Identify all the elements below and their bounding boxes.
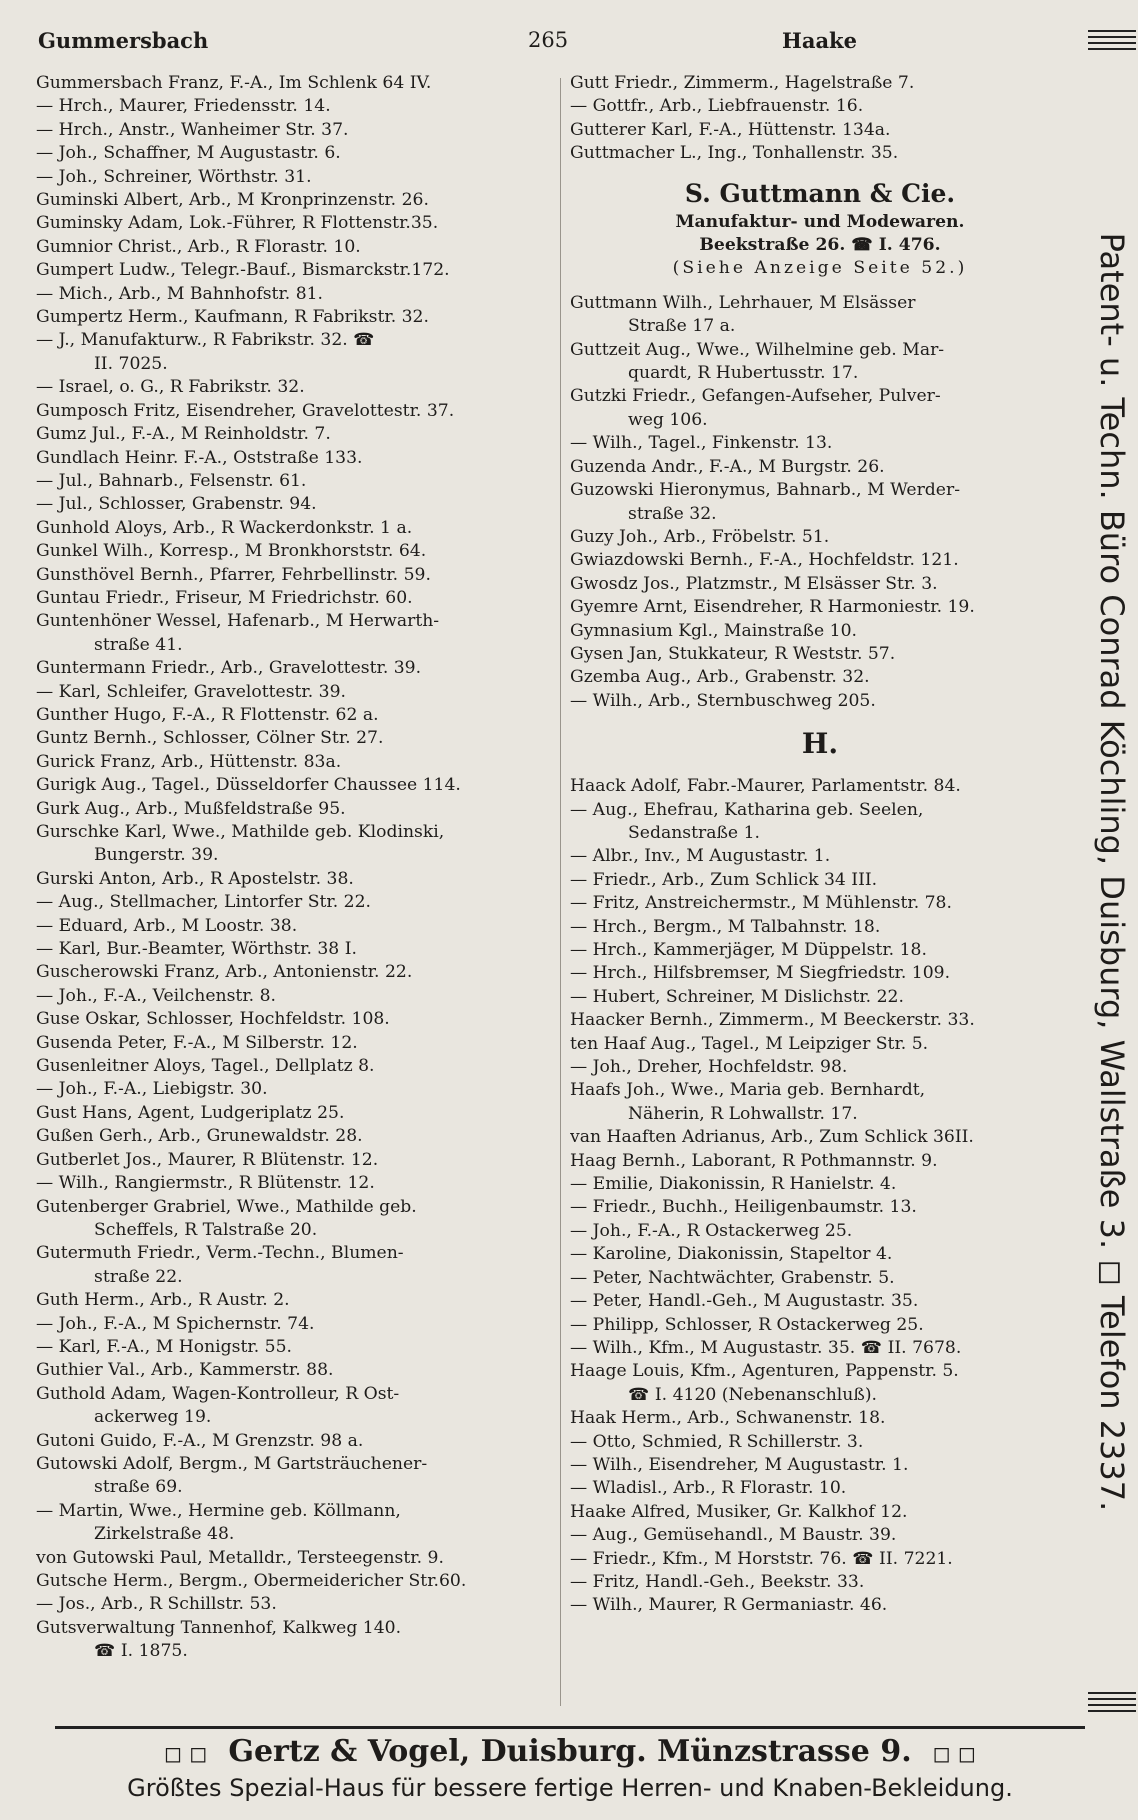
page-number: 265 (528, 28, 569, 52)
directory-entry: Gwosdz Jos., Platzmstr., M Elsässer Str. 3. (570, 573, 938, 594)
side-rule-bottom (1088, 1692, 1136, 1700)
directory-entry: Guthold Adam, Wagen-Kontrolleur, R Ost- (36, 1383, 400, 1404)
directory-entry: Gusenleitner Aloys, Tagel., Dellplatz 8. (36, 1056, 375, 1077)
directory-entry: — Wilh., Eisendreher, M Augustastr. 1. (570, 1454, 909, 1475)
guttmann-note: (Siehe Anzeige Seite 52.) (672, 258, 968, 279)
directory-entry: Guttzeit Aug., Wwe., Wilhelmine geb. Mar- (570, 339, 945, 360)
directory-entry: Guntermann Friedr., Arb., Gravelottestr. 39. (36, 658, 422, 679)
guttmann-name: S. Guttmann & Cie. (684, 178, 956, 208)
directory-entry: Gumnior Christ., Arb., R Florastr. 10. (36, 236, 361, 257)
directory-entry: — Wilh., Tagel., Finkenstr. 13. (570, 433, 833, 454)
directory-entry: — Hrch., Bergm., M Talbahnstr. 18. (570, 916, 881, 937)
directory-entry: ☎ I. 4120 (Nebenanschluß). (628, 1384, 878, 1405)
directory-entry: Guth Herm., Arb., R Austr. 2. (36, 1290, 290, 1311)
directory-entry: — Wilh., Maurer, R Germaniastr. 46. (570, 1595, 888, 1616)
directory-entry: — Peter, Nachtwächter, Grabenstr. 5. (570, 1267, 895, 1288)
directory-entry: Guminsky Adam, Lok.-Führer, R Flottenstr.35. (36, 213, 439, 234)
directory-entry: van Haaften Adrianus, Arb., Zum Schlick 36II. (570, 1127, 974, 1148)
directory-entry: straße 32. (628, 503, 717, 524)
directory-entry: — Karl, Schleifer, Gravelottestr. 39. (36, 681, 347, 702)
side-rule-top (1088, 30, 1136, 38)
directory-entry: — Albr., Inv., M Augustastr. 1. (570, 846, 831, 867)
directory-entry: — Karl, Bur.-Beamter, Wörthstr. 38 I. (36, 939, 357, 960)
directory-entry: Gurk Aug., Arb., Mußfeldstraße 95. (36, 798, 346, 819)
directory-entry: Guthier Val., Arb., Kammerstr. 88. (36, 1360, 334, 1381)
directory-entry: Guscherowski Franz, Arb., Antonienstr. 22. (36, 962, 413, 983)
directory-entry: — Otto, Schmied, R Schillerstr. 3. (570, 1431, 864, 1452)
directory-entry: — Wladisl., Arb., R Florastr. 10. (570, 1478, 847, 1499)
directory-entry: Guntenhöner Wessel, Hafenarb., M Herwarth- (36, 611, 440, 632)
directory-entry: Zirkelstraße 48. (94, 1524, 235, 1545)
directory-entry: ten Haaf Aug., Tagel., M Leipziger Str. 5. (570, 1033, 929, 1054)
directory-entry: Scheffels, R Talstraße 20. (94, 1219, 318, 1240)
directory-entry: Gummersbach Franz, F.-A., Im Schlenk 64 IV. (36, 73, 432, 93)
directory-entry: — Joh., Schaffner, M Augustastr. 6. (36, 143, 341, 164)
directory-entry: — Joh., F.-A., R Ostackerweg 25. (570, 1220, 853, 1241)
directory-entry: — Jul., Bahnarb., Felsenstr. 61. (36, 470, 307, 491)
directory-entry: Guminski Albert, Arb., M Kronprinzenstr. 26. (36, 190, 429, 211)
directory-entry: — Hrch., Maurer, Friedensstr. 14. (36, 96, 331, 117)
directory-entry: — Peter, Handl.-Geh., M Augustastr. 35. (570, 1291, 919, 1312)
bottom-ad-firm: Gertz & Vogel, Duisburg. Münzstrasse 9. (228, 1734, 912, 1769)
directory-entry: Gumposch Fritz, Eisendreher, Gravelottestr. 37. (36, 400, 455, 421)
directory-entry: Näherin, R Lohwallstr. 17. (628, 1103, 858, 1124)
left-column (36, 72, 541, 1664)
directory-entry: Guse Oskar, Schlosser, Hochfeldstr. 108. (36, 1009, 390, 1030)
directory-entry: — Israel, o. G., R Fabrikstr. 32. (36, 377, 305, 398)
directory-entry: Straße 17 a. (628, 316, 736, 337)
right-column (570, 72, 1070, 1618)
bottom-rule (55, 1726, 1085, 1729)
directory-entry: Gurigk Aug., Tagel., Düsseldorfer Chaussee 114. (36, 775, 461, 796)
header-left-word: Gummersbach (38, 28, 209, 53)
directory-entry: Gutzki Friedr., Gefangen-Aufseher, Pulver- (570, 386, 941, 407)
directory-entry: — Philipp, Schlosser, R Ostackerweg 25. (570, 1314, 924, 1335)
directory-entry: ackerweg 19. (94, 1407, 212, 1428)
guttmann-address: Beekstraße 26. ☎ I. 476. (699, 235, 941, 256)
directory-entry: Haag Bernh., Laborant, R Pothmannstr. 9. (570, 1150, 938, 1171)
side-rule-top-2 (1088, 42, 1136, 50)
directory-entry: Guttmacher L., Ing., Tonhallenstr. 35. (570, 143, 899, 164)
directory-entry: — Emilie, Diakonissin, R Hanielstr. 4. (570, 1174, 897, 1195)
directory-entry: Bungerstr. 39. (94, 845, 219, 866)
directory-entry: — Karoline, Diakonissin, Stapeltor 4. (570, 1244, 893, 1265)
directory-entry: von Gutowski Paul, Metalldr., Tersteegenstr. 9. (36, 1547, 444, 1568)
directory-entry: Gumpertz Herm., Kaufmann, R Fabrikstr. 32. (36, 307, 429, 328)
directory-entry: — Joh., F.-A., Veilchenstr. 8. (36, 985, 276, 1006)
directory-entry: Gutenberger Grabriel, Wwe., Mathilde geb. (36, 1196, 417, 1217)
bottom-ad-line1-wrap (50, 1734, 1090, 1772)
directory-entry: straße 22. (94, 1266, 183, 1287)
directory-entry: Gunsthövel Bernh., Pfarrer, Fehrbellinstr. 59. (36, 564, 431, 585)
directory-entry: — J., Manufakturw., R Fabrikstr. 32. ☎ (36, 330, 375, 351)
right-column-mid (570, 292, 1070, 713)
bottom-advertisement (50, 1734, 1090, 1804)
directory-entry: Gutsche Herm., Bergm., Obermeidericher Str.60. (36, 1571, 467, 1591)
directory-entry: Gutberlet Jos., Maurer, R Blütenstr. 12. (36, 1149, 379, 1170)
directory-entry: — Fritz, Handl.-Geh., Beekstr. 33. (570, 1571, 865, 1592)
directory-entry: — Friedr., Buchh., Heiligenbaumstr. 13. (570, 1197, 917, 1218)
directory-entry: Gutoni Guido, F.-A., M Grenzstr. 98 a. (36, 1430, 364, 1451)
directory-entry: Gurschke Karl, Wwe., Mathilde geb. Klodinski, (36, 822, 445, 842)
directory-entry: Gutsverwaltung Tannenhof, Kalkweg 140. (36, 1617, 402, 1638)
directory-entry: Haacker Bernh., Zimmerm., M Beeckerstr. 33. (570, 1010, 975, 1031)
directory-entry: Haafs Joh., Wwe., Maria geb. Bernhardt, (570, 1080, 926, 1101)
directory-entry: Gusenda Peter, F.-A., M Silberstr. 12. (36, 1032, 358, 1053)
directory-entry: — Joh., Dreher, Hochfeldstr. 98. (570, 1057, 848, 1078)
directory-entry: Guzowski Hieronymus, Bahnarb., M Werder- (570, 480, 961, 501)
directory-entry: — Aug., Ehefrau, Katharina geb. Seelen, (570, 799, 924, 820)
directory-entry: — Hrch., Anstr., Wanheimer Str. 37. (36, 119, 349, 140)
ad-squares-right: ◻ ◻ (932, 1742, 977, 1767)
directory-entry: Gumpert Ludw., Telegr.-Bauf., Bismarckstr.172. (36, 260, 450, 281)
directory-entry: Haake Alfred, Musiker, Gr. Kalkhof 12. (570, 1501, 908, 1522)
directory-entry: Gurski Anton, Arb., R Apostelstr. 38. (36, 868, 354, 889)
guttmann-advertisement (570, 177, 1070, 281)
directory-entry: — Hubert, Schreiner, M Dislichstr. 22. (570, 986, 904, 1007)
directory-entry: — Gottfr., Arb., Liebfrauenstr. 16. (570, 96, 864, 117)
directory-entry: ☎ I. 1875. (94, 1641, 188, 1662)
directory-entry: quardt, R Hubertusstr. 17. (628, 363, 859, 384)
directory-entry: straße 69. (94, 1477, 183, 1498)
directory-entry: Gundlach Heinr. F.-A., Oststraße 133. (36, 447, 363, 468)
directory-entry: Gutermuth Friedr., Verm.-Techn., Blumen- (36, 1243, 404, 1264)
directory-entry: — Friedr., Kfm., M Horststr. 76. ☎ II. 7221. (570, 1548, 953, 1569)
directory-entry: straße 41. (94, 634, 183, 655)
directory-entry: — Hrch., Hilfsbremser, M Siegfriedstr. 109. (570, 963, 951, 984)
directory-entry: Gurick Franz, Arb., Hüttenstr. 83a. (36, 751, 342, 772)
directory-entry: — Karl, F.-A., M Honigstr. 55. (36, 1336, 292, 1357)
side-advertisement (1088, 30, 1136, 1720)
directory-entry: — Mich., Arb., M Bahnhofstr. 81. (36, 283, 324, 304)
directory-entry: — Jos., Arb., R Schillstr. 53. (36, 1594, 277, 1615)
directory-entry: Gyemre Arnt, Eisendreher, R Harmoniestr. 19. (570, 597, 975, 618)
directory-entry: — Joh., F.-A., Liebigstr. 30. (36, 1079, 268, 1100)
directory-entry: Gunkel Wilh., Korresp., M Bronkhorststr. 64. (36, 541, 427, 562)
directory-entry: — Jul., Schlosser, Grabenstr. 94. (36, 494, 317, 515)
directory-entry: weg 106. (628, 409, 708, 430)
directory-entry: Haak Herm., Arb., Schwanenstr. 18. (570, 1408, 886, 1429)
page-header (30, 22, 1070, 62)
directory-entry: Haack Adolf, Fabr.-Maurer, Parlamentstr. 84. (570, 776, 961, 797)
directory-entry: — Martin, Wwe., Hermine geb. Köllmann, (36, 1500, 401, 1521)
side-advertisement-text: Patent- u. Techn. Büro Conrad Köchling, Duisburg, Wallstraße 3. ◻ Telefon 2337. (1093, 232, 1131, 1512)
directory-entry: Gysen Jan, Stukkateur, R Weststr. 57. (570, 643, 896, 664)
directory-entry: Gutt Friedr., Zimmerm., Hagelstraße 7. (570, 73, 915, 93)
directory-entry: — Joh., F.-A., M Spichernstr. 74. (36, 1313, 315, 1334)
directory-entry: Haage Louis, Kfm., Agenturen, Pappenstr. 5. (570, 1361, 959, 1382)
header-right-word: Haake (782, 28, 857, 53)
ad-squares-left: ◻ ◻ (163, 1742, 208, 1767)
bottom-ad-slogan: Größtes Spezial-Haus für bessere fertige Herren- und Knaben-Bekleidung. (127, 1774, 1013, 1802)
directory-entry: Guntau Friedr., Friseur, M Friedrichstr. 60. (36, 587, 413, 608)
directory-entry: — Friedr., Arb., Zum Schlick 34 III. (570, 869, 878, 890)
directory-entry: — Eduard, Arb., M Loostr. 38. (36, 915, 298, 936)
directory-entry: — Aug., Stellmacher, Lintorfer Str. 22. (36, 892, 371, 913)
column-divider (560, 78, 561, 1706)
directory-entry: — Joh., Schreiner, Wörthstr. 31. (36, 166, 312, 187)
right-column-bottom (570, 775, 1070, 1618)
right-column-top (570, 72, 1070, 166)
directory-entry: — Hrch., Kammerjäger, M Düppelstr. 18. (570, 940, 927, 960)
directory-entry: Guntz Bernh., Schlosser, Cölner Str. 27. (36, 728, 384, 749)
directory-entry: Gust Hans, Agent, Ludgeriplatz 25. (36, 1102, 345, 1123)
directory-entry: — Aug., Gemüsehandl., M Baustr. 39. (570, 1525, 897, 1546)
directory-entry: Gutowski Adolf, Bergm., M Gartsträuchener- (36, 1453, 428, 1474)
directory-entry: Gunther Hugo, F.-A., R Flottenstr. 62 a. (36, 704, 379, 725)
guttmann-business: Manufaktur- und Modewaren. (675, 211, 965, 232)
side-rule-bottom-2 (1088, 1704, 1136, 1712)
directory-entry: Guzy Joh., Arb., Fröbelstr. 51. (570, 526, 830, 547)
directory-entry: Gwiazdowski Bernh., F.-A., Hochfeldstr. 121. (570, 550, 959, 571)
directory-entry: Gymnasium Kgl., Mainstraße 10. (570, 620, 857, 641)
directory-entry: Guzenda Andr., F.-A., M Burgstr. 26. (570, 456, 885, 477)
directory-entry: — Fritz, Anstreichermstr., M Mühlenstr. 78. (570, 893, 952, 914)
directory-entry: II. 7025. (94, 353, 168, 374)
directory-entry: — Wilh., Kfm., M Augustastr. 35. ☎ II. 7678. (570, 1337, 962, 1358)
directory-entry: Gunhold Aloys, Arb., R Wackerdonkstr. 1 a. (36, 517, 413, 538)
directory-entry: — Wilh., Rangiermstr., R Blütenstr. 12. (36, 1173, 375, 1194)
directory-entry: Sedanstraße 1. (628, 822, 760, 843)
directory-entry: Guttmann Wilh., Lehrhauer, M Elsässer (570, 292, 916, 313)
directory-entry: — Wilh., Arb., Sternbuschweg 205. (570, 690, 876, 711)
directory-entry: Gumz Jul., F.-A., M Reinholdstr. 7. (36, 424, 331, 445)
directory-entry: Gutterer Karl, F.-A., Hüttenstr. 134a. (570, 119, 891, 140)
directory-entry: Gzemba Aug., Arb., Grabenstr. 32. (570, 667, 870, 688)
directory-entry: Gußen Gerh., Arb., Grunewaldstr. 28. (36, 1126, 363, 1147)
section-letter-h: H. (801, 727, 839, 761)
